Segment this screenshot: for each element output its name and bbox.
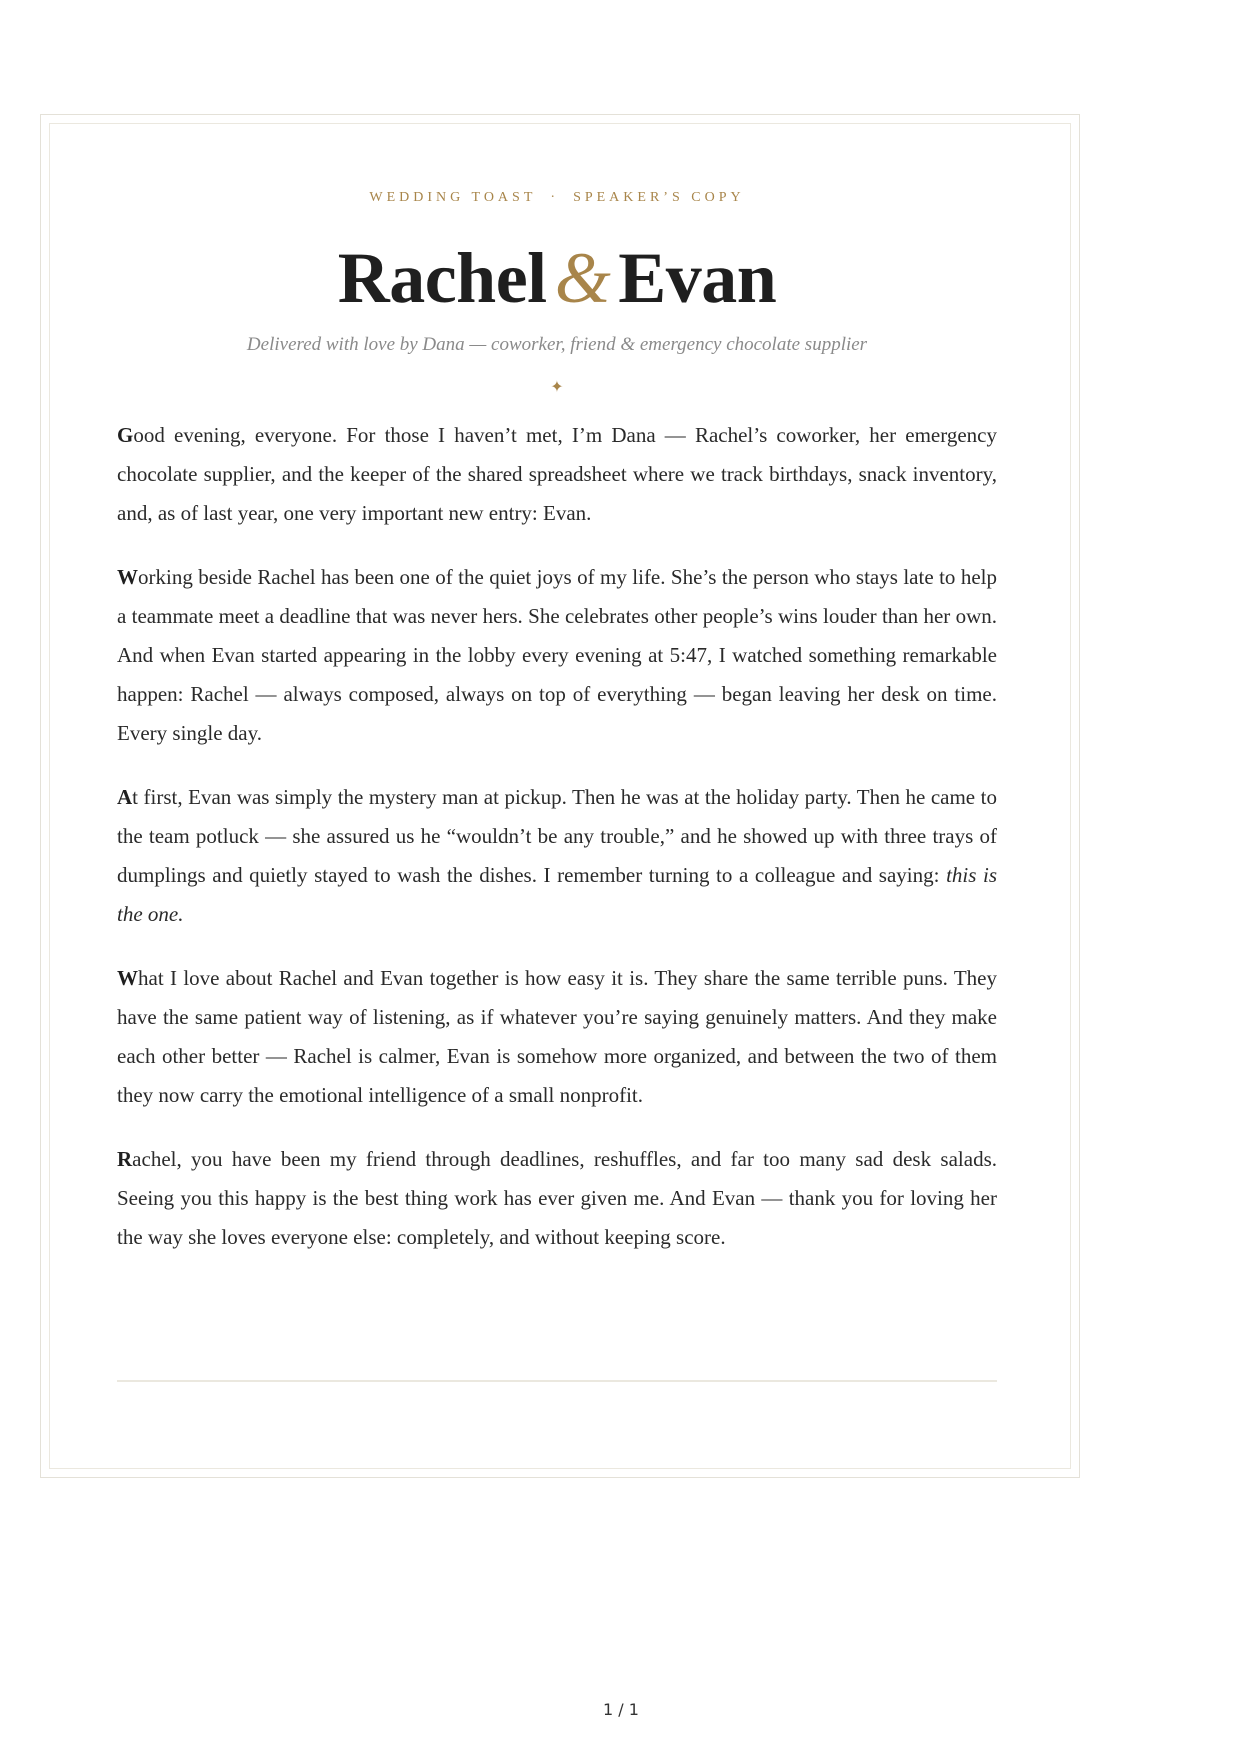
eyebrow [117,188,997,208]
eyebrow-separator: · [550,190,560,205]
eyebrow-copy-label: SPEAKER’S COPY [573,190,745,205]
paragraph-lead-letter: W [117,966,138,990]
title-name-second: Evan [618,238,777,318]
paragraph [117,1140,997,1257]
paragraph-lead-letter: A [117,785,133,809]
ornament-icon: ✦ [550,379,564,396]
eyebrow-label: WEDDING TOAST [369,190,537,205]
document-content [117,188,997,1282]
paragraph [117,416,997,533]
toast-body [117,416,997,1257]
subtitle: Delivered with love by Dana — coworker, friend & emergency chocolate supplier [246,334,868,355]
paragraph-emphasis: this is the one. [117,863,997,926]
divider [117,1380,997,1382]
paragraph-text: hat I love about Rachel and Evan together is how easy it is. They share the same terrible puns. They have the same patient way of listening, as if whatever you’re saying genuinely matters. And they make each other better — Rachel is calmer, Evan is somehow more organized, and between the two of them they now carry the emotional intelligence of a small nonprofit. [117,966,997,1107]
paragraph [117,778,997,934]
page-number: 1 / 1 [603,1700,639,1719]
paragraph-lead-letter: G [117,423,134,447]
paragraph-lead-letter: R [117,1147,133,1171]
page-title [117,234,997,322]
title-ampersand: & [554,238,611,318]
paragraph [117,959,997,1115]
paragraph-lead-letter: W [117,565,138,589]
paragraph-text: orking beside Rachel has been one of the quiet joys of my life. She’s the person who stays late to help a teammate meet a deadline that was never hers. She celebrates other people’s wins louder than her own. And when Evan started appearing in the lobby every evening at 5:47, I watched something remarkable happen: Rachel — always composed, always on top of everything — began leaving her desk on time. Every single day. [117,565,997,745]
paragraph [117,558,997,753]
title-name-first: Rachel [337,238,547,318]
paragraph-text: achel, you have been my friend through deadlines, reshuffles, and far too many sad desk salads. Seeing you this happy is the best thing work has ever given me. And Evan — thank you for loving her the way she loves everyone else: completely, and without keeping score. [117,1147,997,1249]
paragraph-text: ood evening, everyone. For those I haven’t met, I’m Dana — Rachel’s coworker, her emergency chocolate supplier, and the keeper of the shared spreadsheet where we track birthdays, snack inventory, and, as of last year, one very important new entry: Evan. [117,423,997,525]
paragraph-text: t first, Evan was simply the mystery man at pickup. Then he was at the holiday party. Then he came to the team potluck — she assured us he “wouldn’t be any trouble,” and he showed up with three trays of dumplings and quietly stayed to wash the dishes. I remember turning to a colleague and saying: [117,785,997,887]
